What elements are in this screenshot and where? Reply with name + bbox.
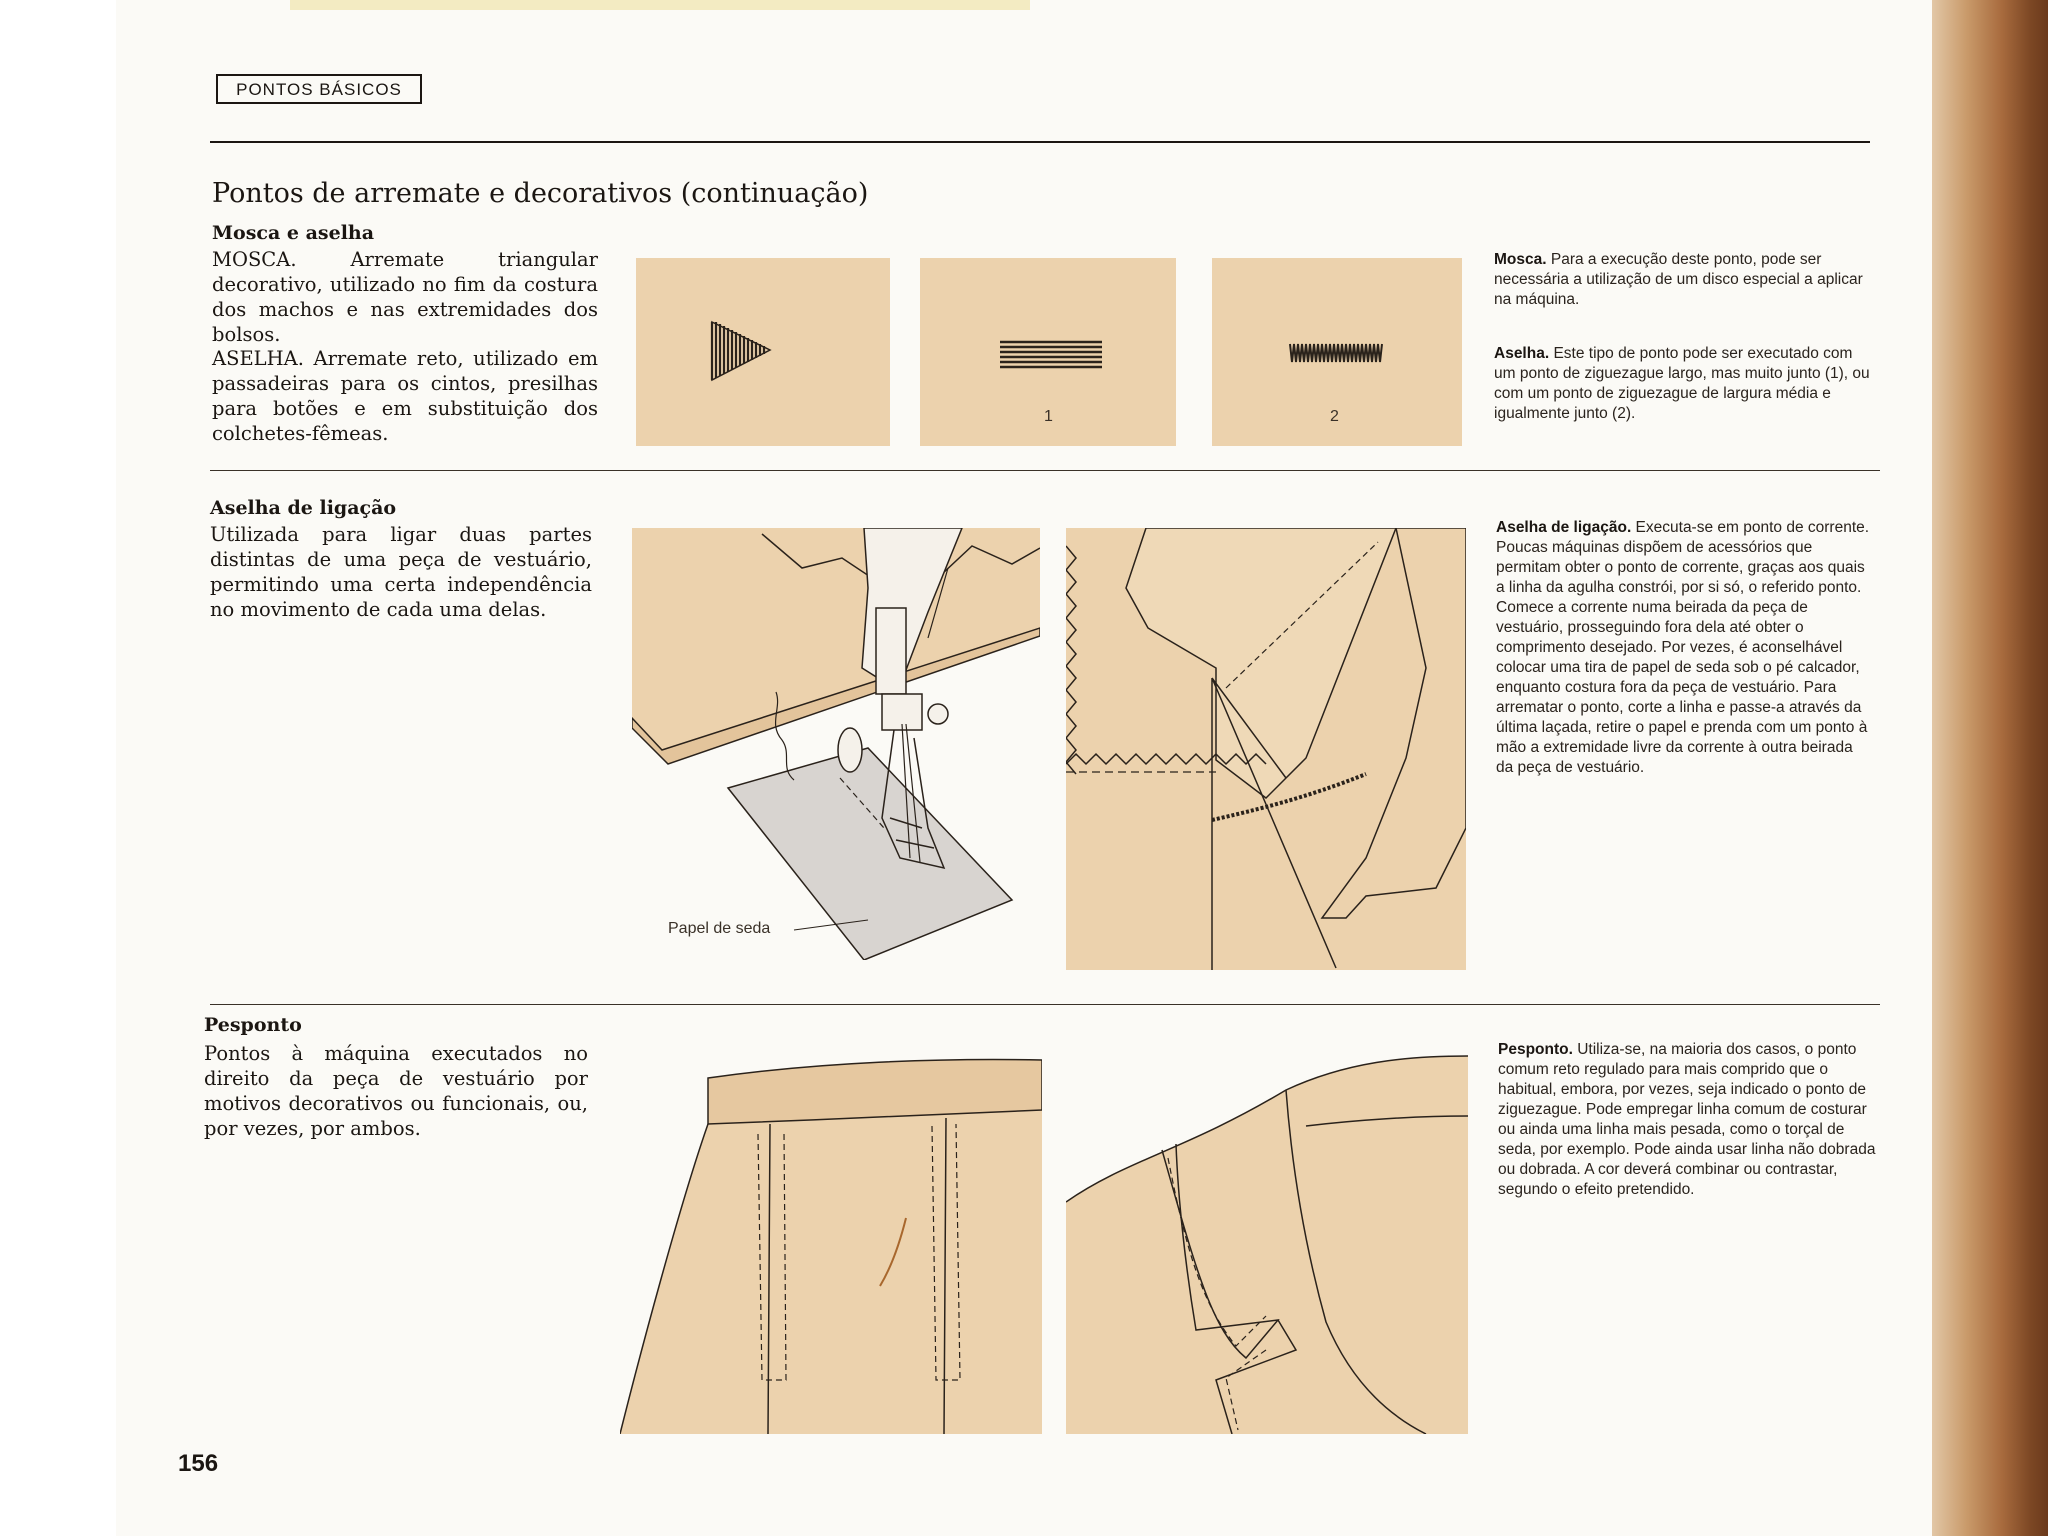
mosca-body: MOSCA. Arremate triangular decorativo, utilizado no fim da costura dos machos e nas extremidades dos bolsos. <box>212 248 598 346</box>
ligacao-heading: Aselha de ligação <box>210 497 397 519</box>
section-divider-2 <box>210 1004 1880 1005</box>
pesponto-heading: Pesponto <box>204 1014 302 1036</box>
book-spine <box>1932 0 2048 1536</box>
tissue-paper-label: Papel de seda <box>668 920 771 937</box>
top-tint-band <box>290 0 1030 10</box>
mosca-triangle-stitch <box>636 258 890 446</box>
ligacao-body: Utilizada para ligar duas partes distintas de uma peça de vestuário, permitindo uma certa independência no movimento de cada uma delas. <box>210 523 592 621</box>
mosca-stitch-figure <box>636 258 890 446</box>
section-divider-1 <box>210 470 1880 471</box>
aselha-caption: Aselha. Este tipo de ponto pode ser executado com um ponto de ziguezague largo, mas muito junto (1), ou com um ponto de ziguezague de largura média e igualmente junto (2). <box>1494 345 1870 422</box>
header-rule <box>210 141 1870 143</box>
presser-foot-illustration <box>632 528 1040 960</box>
sewing-machine-figure <box>632 528 1040 960</box>
thread-chain-illustration <box>1066 528 1466 970</box>
mosca-caption: Mosca. Para a execução deste ponto, pode ser necessária a utilização de um disco especial a aplicar na máquina. <box>1494 251 1863 308</box>
skirt-topstitch-figure <box>620 1054 1042 1434</box>
garment-chain-figure <box>1066 528 1466 970</box>
aselha-stitch-figure-2 <box>1212 258 1462 446</box>
aselha-stitch-figure-1 <box>920 258 1176 446</box>
collar-topstitch-figure <box>1066 1050 1468 1434</box>
aselha-body: ASELHA. Arremate reto, utilizado em passadeiras para os cintos, presilhas para botões e em substituição dos colchetes-fêmeas. <box>212 347 598 445</box>
ligacao-caption: Aselha de ligação. Executa-se em ponto de corrente. Poucas máquinas dispõem de acessórios que permitam obter o ponto de corrente, graças aos quais a linha da agulha constrói, por si só, o referido ponto. Comece a corrente numa beirada da peça de vestuário, prosseguindo fora dela até obter o comprimento desejado. Por vezes, é aconselhável colocar uma tira de papel de seda sob o pé calcador, enquanto costura fora da peça de vestuário. Para arrematar o ponto, corte a linha e passe-a através da última laçada, retire o papel e prenda com um ponto à mão a extremidade livre da corrente à outra beirada da peça de vestuário. <box>1496 519 1870 776</box>
figure-label-1: 1 <box>1044 408 1053 425</box>
section-header-box: PONTOS BÁSICOS <box>216 74 422 104</box>
page-number: 156 <box>178 1450 219 1477</box>
pesponto-caption: Pesponto. Utiliza-se, na maioria dos casos, o ponto comum reto regulado para mais comprido que o habitual, embora, por vezes, seja indicado o ponto de ziguezague. Pode empregar linha comum de costurar ou ainda uma linha mais pesada, como o torçal de seda, por exemplo. Pode ainda usar linha não dobrada ou dobrada. A cor deverá combinar ou contrastar, segundo o efeito pretendido. <box>1498 1041 1876 1198</box>
skirt-waistband-illustration <box>620 1054 1042 1434</box>
collar-lapel-illustration <box>1066 1050 1468 1434</box>
figure-label-2: 2 <box>1330 408 1339 425</box>
page-title: Pontos de arremate e decorativos (continuação) <box>212 178 869 209</box>
mosca-heading: Mosca e aselha <box>212 222 375 244</box>
pesponto-body: Pontos à máquina executados no direito da peça de vestuário por motivos decorativos ou funcionais, ou, por vezes, por ambos. <box>204 1042 588 1140</box>
